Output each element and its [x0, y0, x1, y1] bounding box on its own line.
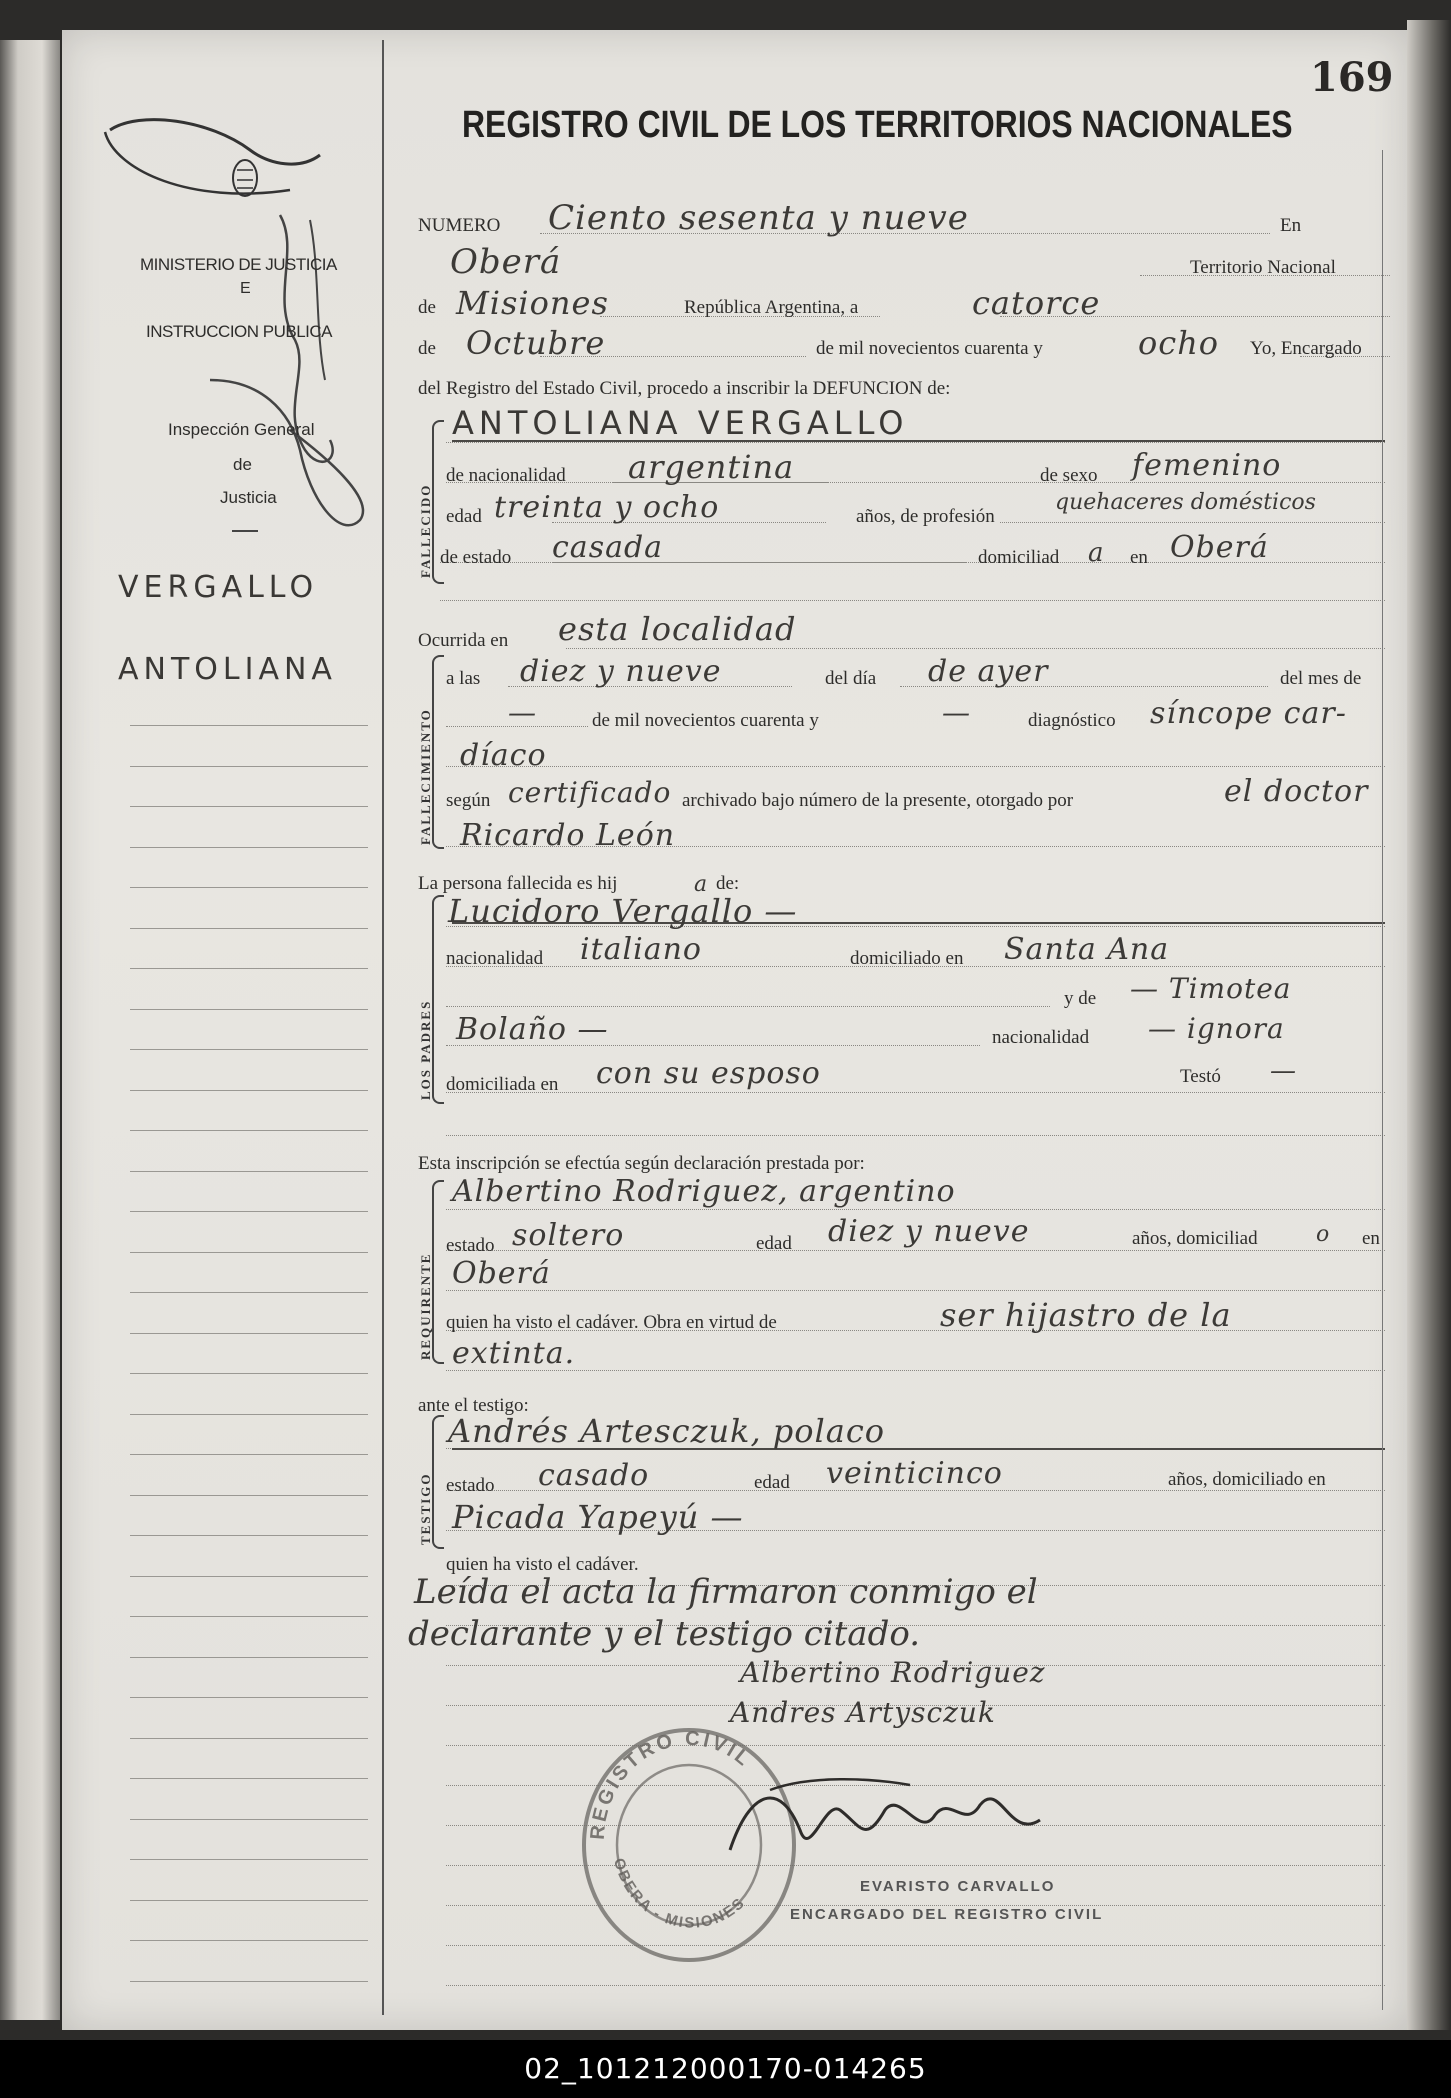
- stub-rule-line: [130, 806, 368, 807]
- form-rule-line: [1000, 522, 1385, 523]
- stub-rule-line: [130, 968, 368, 969]
- stamp-officer-title: ENCARGADO DEL REGISTRO CIVIL: [790, 1906, 1104, 1923]
- hw-req-edad: diez y nueve: [828, 1214, 1030, 1249]
- ministry-line2: E: [240, 280, 251, 297]
- label-edad-test: edad: [754, 1472, 790, 1493]
- label-en-3: en: [1362, 1228, 1380, 1249]
- brace-fallecimiento: [432, 655, 444, 849]
- label-quien-visto: quien ha visto el cadáver. Obra en virtud de: [446, 1312, 777, 1333]
- coat-of-arms-emblem: [100, 110, 330, 220]
- inspection-line2: de: [233, 455, 252, 474]
- label-anos-domiciliado-2: años, domiciliado en: [1168, 1469, 1326, 1490]
- stamp-outer-text: REGISTRO CIVIL: [586, 1727, 756, 1841]
- hw-madre-2: Bolaño —: [456, 1012, 609, 1047]
- stub-rule-line: [130, 887, 368, 888]
- stub-rule-line: [130, 1859, 368, 1860]
- hw-padre-nacionalidad: italiano: [580, 932, 702, 967]
- stub-rule-line: [130, 1333, 368, 1334]
- hw-closing-2: declarante y el testigo citado.: [408, 1614, 921, 1654]
- stub-rule-line: [130, 1211, 368, 1212]
- hw-otorgado-2: Ricardo León: [460, 818, 676, 853]
- stub-rule-line: [130, 1535, 368, 1536]
- image-id-text: 02_101212000170-014265: [524, 2052, 927, 2085]
- label-estado-req: estado: [446, 1235, 495, 1256]
- label-en: En: [1280, 215, 1302, 236]
- hw-padre: Lucidoro Vergallo —: [448, 892, 798, 930]
- hw-estado: casada: [552, 530, 664, 565]
- form-rule-line: [446, 1092, 1385, 1093]
- label-territorio: Territorio Nacional: [1190, 257, 1336, 278]
- brace-padres: [432, 895, 444, 1104]
- form-rule-line: [446, 1370, 1385, 1371]
- hw-lugar: Oberá: [450, 242, 562, 282]
- stub-rule-line: [130, 725, 368, 726]
- inspection-line3: Justicia: [220, 488, 277, 507]
- form-rule-line: [446, 1135, 1385, 1136]
- hw-del-mes: —: [508, 696, 537, 729]
- form-rule-line: [446, 1006, 1050, 1007]
- hw-testigo: Andrés Artesczuk, polaco: [448, 1412, 886, 1450]
- hw-domicilio: Oberá: [1170, 530, 1269, 565]
- stub-rule-line: [130, 1495, 368, 1496]
- hw-testo: —: [1270, 1056, 1297, 1086]
- stub-rule-line: [130, 1940, 368, 1941]
- stub-rule-line: [130, 928, 368, 929]
- label-numero: NUMERO: [418, 215, 501, 236]
- stub-rule-line: [130, 1049, 368, 1050]
- section-label-los-padres: LOS PADRES: [418, 999, 433, 1100]
- section-label-requirente: REQUIRENTE: [418, 1252, 433, 1360]
- label-edad: edad: [446, 506, 482, 527]
- hw-diagnostico-2: díaco: [460, 738, 547, 773]
- hw-domiciliada-suffix: a: [1088, 538, 1105, 568]
- officer-signature: [710, 1770, 1130, 1890]
- stamp-bottom-text: OBERA - MISIONES: [609, 1856, 749, 1932]
- stub-rule-line: [130, 1657, 368, 1658]
- hw-ocurrida: esta localidad: [558, 610, 797, 648]
- hw-nombre: ANTOLIANA VERGALLO: [452, 404, 909, 442]
- section-label-fallecimiento: FALLECIMIENTO: [418, 708, 433, 845]
- stamp-officer-name: EVARISTO CARVALLO: [860, 1878, 1056, 1895]
- label-domiciliad: domiciliad: [978, 547, 1060, 568]
- ministry-line3: INSTRUCCION PUBLICA: [146, 322, 333, 341]
- label-testo: Testó: [1180, 1066, 1221, 1087]
- form-rule-line: [566, 648, 1385, 649]
- label-en-2: en: [1130, 547, 1148, 568]
- signature-testigo: Andres Artysczuk: [730, 1696, 996, 1729]
- label-nacionalidad: de nacionalidad: [446, 465, 566, 486]
- form-rule-line: [446, 442, 1385, 443]
- hw-closing-1: Leída el acta la firmaron conmigo el: [414, 1572, 1038, 1612]
- stub-rule-line: [130, 1292, 368, 1293]
- label-del-dia: del día: [825, 668, 877, 689]
- hw-profesion: quehaceres domésticos: [1055, 490, 1316, 515]
- image-id-footer: [0, 2040, 1451, 2098]
- hw-del-dia: de ayer: [928, 654, 1049, 689]
- label-de-1: de: [418, 297, 436, 318]
- label-diagnostico: diagnóstico: [1028, 710, 1116, 731]
- label-del-mes: del mes de: [1280, 668, 1362, 689]
- label-archivado: archivado bajo número de la presente, otorgado por: [682, 790, 1074, 811]
- label-domiciliado-en: domiciliado en: [850, 948, 964, 969]
- label-y-de: y de: [1064, 988, 1097, 1009]
- hw-test-domicilio: Picada Yapeyú —: [452, 1498, 744, 1536]
- ministry-line1: MINISTERIO DE JUSTICIA: [140, 255, 337, 274]
- right-page-edge: [1407, 20, 1451, 2030]
- form-rule-line: [446, 1290, 1385, 1291]
- margin-flourish: [200, 370, 380, 560]
- stub-rule-line: [130, 766, 368, 767]
- hw-madre-1: — Timotea: [1130, 972, 1292, 1005]
- inspection-line1: Inspección General: [168, 420, 315, 439]
- stub-rule-line: [130, 1009, 368, 1010]
- hw-diagnostico-1: síncope car-: [1150, 696, 1347, 731]
- stub-rule-line: [130, 847, 368, 848]
- hw-territorio: Misiones: [456, 284, 609, 322]
- form-rule-line: [446, 766, 1385, 767]
- stub-rule-line: [130, 1130, 368, 1131]
- section-label-fallecido: FALLECIDO: [418, 483, 433, 578]
- label-estado: de estado: [440, 547, 512, 568]
- hw-madre-nacionalidad: — ignora: [1148, 1012, 1285, 1045]
- page-number: 169: [1310, 54, 1394, 101]
- register-title: REGISTRO CIVIL DE LOS TERRITORIOS NACIONALES: [462, 104, 1293, 146]
- stub-surname: VERGALLO: [118, 570, 319, 605]
- hw-madre-domicilio: con su esposo: [596, 1056, 821, 1091]
- label-mil-novecientos-2: de mil novecientos cuarenta y: [592, 710, 819, 731]
- hw-mes: Octubre: [466, 324, 606, 362]
- label-nacionalidad-padre: nacionalidad: [446, 948, 544, 969]
- stub-rule-line: [130, 1171, 368, 1172]
- hw-ano: ocho: [1138, 324, 1220, 362]
- hw-padre-domicilio: Santa Ana: [1004, 932, 1170, 967]
- label-republica: República Argentina, a: [684, 297, 859, 318]
- stub-rule-line: [130, 1738, 368, 1739]
- hw-otorgado-1: el doctor: [1224, 774, 1369, 809]
- hw-req-domicilio: Oberá: [452, 1256, 551, 1291]
- form-right-border: [1382, 150, 1383, 2010]
- hw-req-estado: soltero: [512, 1218, 625, 1253]
- hw-obra-2: extinta.: [452, 1336, 576, 1371]
- label-inscripcion: Esta inscripción se efectúa según declaración prestada por:: [418, 1153, 865, 1174]
- brace-requirente: [432, 1180, 444, 1364]
- brace-testigo: [432, 1415, 444, 1549]
- signature-declarante: Albertino Rodriguez: [740, 1656, 1046, 1689]
- form-rule-line: [446, 1209, 1385, 1210]
- hw-obra-1: ser hijastro de la: [940, 1296, 1232, 1334]
- stub-rule-line: [130, 1697, 368, 1698]
- label-yo-encargado: Yo, Encargado: [1250, 338, 1362, 359]
- label-segun: según: [446, 790, 491, 811]
- label-quien-visto-2: quien ha visto el cadáver.: [446, 1554, 639, 1575]
- hw-edad: treinta y ocho: [494, 490, 720, 525]
- hw-sexo: femenino: [1132, 448, 1282, 483]
- form-rule-line: [440, 600, 1385, 601]
- hw-dia: catorce: [972, 284, 1101, 322]
- label-anos-profesion: años, de profesión: [856, 506, 995, 527]
- hw-nacionalidad: argentina: [628, 448, 795, 486]
- hw-segun: certificado: [508, 776, 672, 809]
- label-mil-novecientos: de mil novecientos cuarenta y: [816, 338, 1043, 359]
- hw-ano-2: —: [942, 696, 971, 729]
- stub-rule-line: [130, 1819, 368, 1820]
- section-label-testigo: TESTIGO: [418, 1472, 433, 1545]
- label-de-3: de:: [716, 873, 740, 894]
- hw-test-edad: veinticinco: [826, 1456, 1003, 1491]
- left-page-edge: [0, 40, 60, 2020]
- stub-rule-line: [130, 1900, 368, 1901]
- label-estado-test: estado: [446, 1475, 495, 1496]
- stub-rule-line: [130, 1373, 368, 1374]
- label-edad-req: edad: [756, 1233, 792, 1254]
- label-a-las: a las: [446, 668, 481, 689]
- label-anos-domiciliado: años, domiciliad: [1132, 1228, 1258, 1249]
- stub-rule-line: [130, 1981, 368, 1982]
- label-sexo: de sexo: [1040, 465, 1098, 486]
- label-de-2: de: [418, 338, 436, 359]
- stub-divider: [232, 530, 258, 532]
- stub-rule-line: [130, 1090, 368, 1091]
- hw-hora: diez y nueve: [520, 654, 722, 689]
- hw-requirente: Albertino Rodriguez, argentino: [452, 1174, 956, 1209]
- hw-req-domiciliado-suffix: o: [1316, 1222, 1331, 1247]
- stub-rule-line: [130, 1414, 368, 1415]
- stub-rule-line: [130, 1454, 368, 1455]
- form-rule-line: [446, 1985, 1385, 1986]
- label-ante-testigo: ante el testigo:: [418, 1395, 529, 1416]
- stub-rule-line: [130, 1616, 368, 1617]
- stub-rule-line: [130, 1252, 368, 1253]
- hw-numero: Ciento sesenta y nueve: [548, 198, 969, 238]
- hw-hij-suffix: a: [694, 872, 709, 897]
- stub-rule-line: [130, 1778, 368, 1779]
- label-ocurrida: Ocurrida en: [418, 630, 509, 651]
- stub-given-name: ANTOLIANA: [118, 652, 337, 687]
- hw-test-estado: casado: [538, 1458, 650, 1493]
- label-domiciliada-en: domiciliada en: [446, 1074, 559, 1095]
- label-nacionalidad-madre: nacionalidad: [992, 1027, 1090, 1048]
- stub-rule-line: [130, 1576, 368, 1577]
- label-del-registro: del Registro del Estado Civil, procedo a inscribir la DEFUNCION de:: [418, 378, 951, 399]
- label-persona-fallecida: La persona fallecida es hij: [418, 873, 618, 894]
